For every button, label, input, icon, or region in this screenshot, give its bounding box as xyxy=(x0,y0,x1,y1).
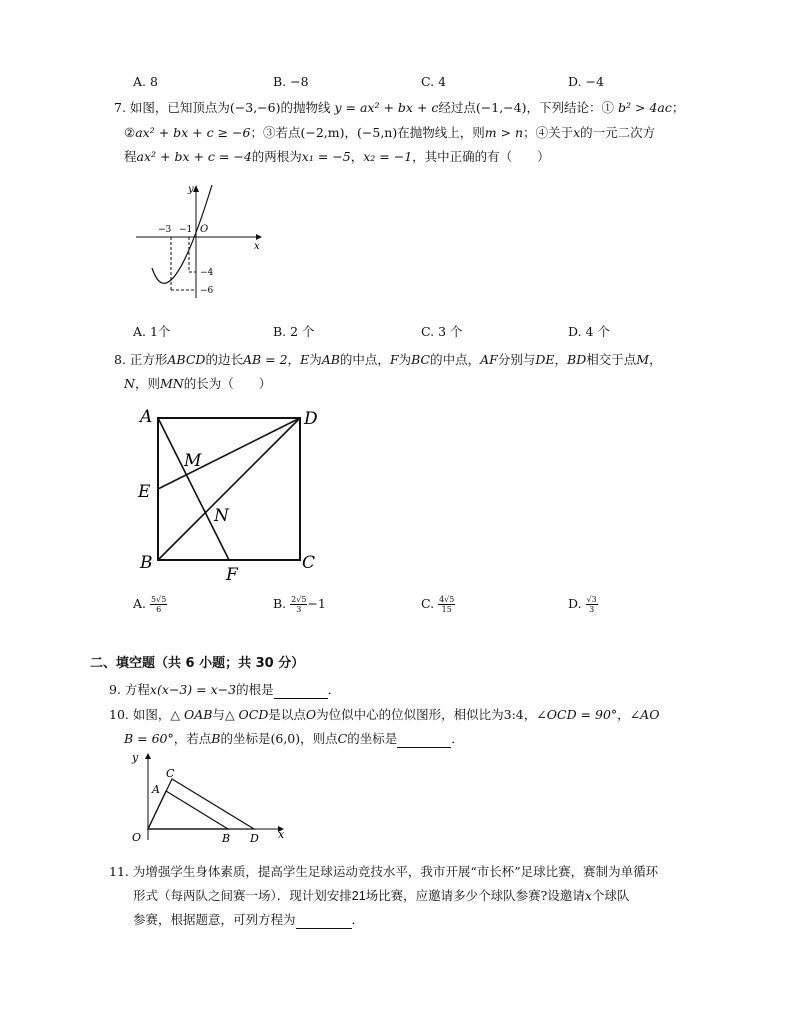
q10-line2: B = 60°，若点B的坐标是(6,0)，则点C的坐标是 ． xyxy=(124,731,464,746)
label-n: N xyxy=(214,506,229,526)
q8-option-c: C. $\frac{4√5}{15}$ xyxy=(421,595,455,614)
q6-option-c: C. 4 xyxy=(421,74,447,89)
y-axis-arrow xyxy=(145,753,151,759)
label-c: C xyxy=(166,767,175,780)
q11-line1: 11. 为增强学生身体素质，提高学生足球运动竞技水平，我市开展“市长杯”足球比赛，赛制为单循环 xyxy=(109,864,659,879)
label-m: M xyxy=(184,451,202,471)
section-title-fill-in: 二、填空题（共 6 小题；共 30 分） xyxy=(90,656,305,671)
triangle-oab xyxy=(148,791,228,829)
q8-line2: N，则MN的长为（ ） xyxy=(124,376,272,391)
q6-option-d: D. −4 xyxy=(568,74,604,89)
q10-similar-triangles-figure xyxy=(128,745,293,845)
y-axis-arrow xyxy=(193,185,199,192)
q9-line: 9. 方程x(x−3) = x−3的根是 ． xyxy=(109,682,341,697)
label-minus3: −3 xyxy=(158,225,172,235)
q6-option-b: B. −8 xyxy=(273,74,309,89)
q7-option-c: C. 3 个 xyxy=(421,324,463,339)
q7-line2: ②ax² + bx + c ≥ −6；③若点(−2,m)，(−5,n)在抛物线上，则m > n；④关于x的一元二次方 xyxy=(124,125,656,140)
label-e: E xyxy=(138,482,151,502)
q7-option-d: D. 4 个 xyxy=(568,324,610,339)
label-y: y xyxy=(188,184,194,195)
segment-ed xyxy=(158,418,300,489)
q10-answer-blank[interactable] xyxy=(397,731,451,748)
q11-line3: 参赛，根据题意，可列方程为 ． xyxy=(133,912,365,927)
label-minus4: −4 xyxy=(200,268,214,278)
label-b: B xyxy=(140,553,153,573)
label-a: A xyxy=(152,783,160,796)
q11-line2: 形式（每两队之间赛一场）．现计划安排21场比赛，应邀请多少个球队参赛?设邀请x个球队 xyxy=(133,888,630,903)
label-y: y xyxy=(132,751,139,764)
label-b: B xyxy=(222,832,231,845)
segment-bd xyxy=(158,418,300,560)
label-o: O xyxy=(132,831,142,844)
label-f: F xyxy=(226,565,238,585)
label-minus1: −1 xyxy=(179,225,193,235)
q7-parabola-graph xyxy=(130,180,270,305)
q8-option-d: D. $\frac{√3}{3}$ xyxy=(568,595,597,614)
label-d: D xyxy=(250,832,259,845)
q9-answer-blank[interactable] xyxy=(274,682,328,699)
x-axis-arrow xyxy=(256,234,262,240)
q7-option-a: A. 1个 xyxy=(133,324,171,339)
q8-option-a: A. $\frac{5√5}{6}$ xyxy=(133,595,167,614)
q8-line1: 8. 正方形ABCD的边长AB = 2，E为AB的中点，F为BC的中点，AF分别与DE，BD相交于点M， xyxy=(114,352,662,367)
label-d: D xyxy=(304,409,318,429)
q8-square-figure xyxy=(134,400,334,585)
q11-answer-blank[interactable] xyxy=(296,912,352,929)
label-c: C xyxy=(302,553,316,573)
label-minus6: −6 xyxy=(200,286,214,296)
triangle-ocd xyxy=(148,779,254,829)
q7-line3: 程ax² + bx + c = −4的两根为x₁ = −5，x₂ = −1，其中正确的有（ ） xyxy=(124,149,550,164)
q6-option-a: A. 8 xyxy=(133,74,158,89)
q7-line1: 7. 如图，已知顶点为(−3,−6)的抛物线 y = ax² + bx + c经过点(−1,−4)，下列结论：① b² > 4ac； xyxy=(114,100,685,115)
q10-line1: 10. 如图，△ OAB与△ OCD是以点O为位似中心的位似图形，相似比为3:4，∠OCD = 90°，∠AO xyxy=(109,707,660,722)
label-x: x xyxy=(278,828,285,841)
segment-af xyxy=(158,418,229,560)
label-o: O xyxy=(200,224,209,235)
label-x: x xyxy=(254,241,260,252)
q7-option-b: B. 2 个 xyxy=(273,324,315,339)
label-a: A xyxy=(140,407,153,427)
q8-option-b: B. $\frac{2√5}{3}$ −1 xyxy=(273,595,326,614)
